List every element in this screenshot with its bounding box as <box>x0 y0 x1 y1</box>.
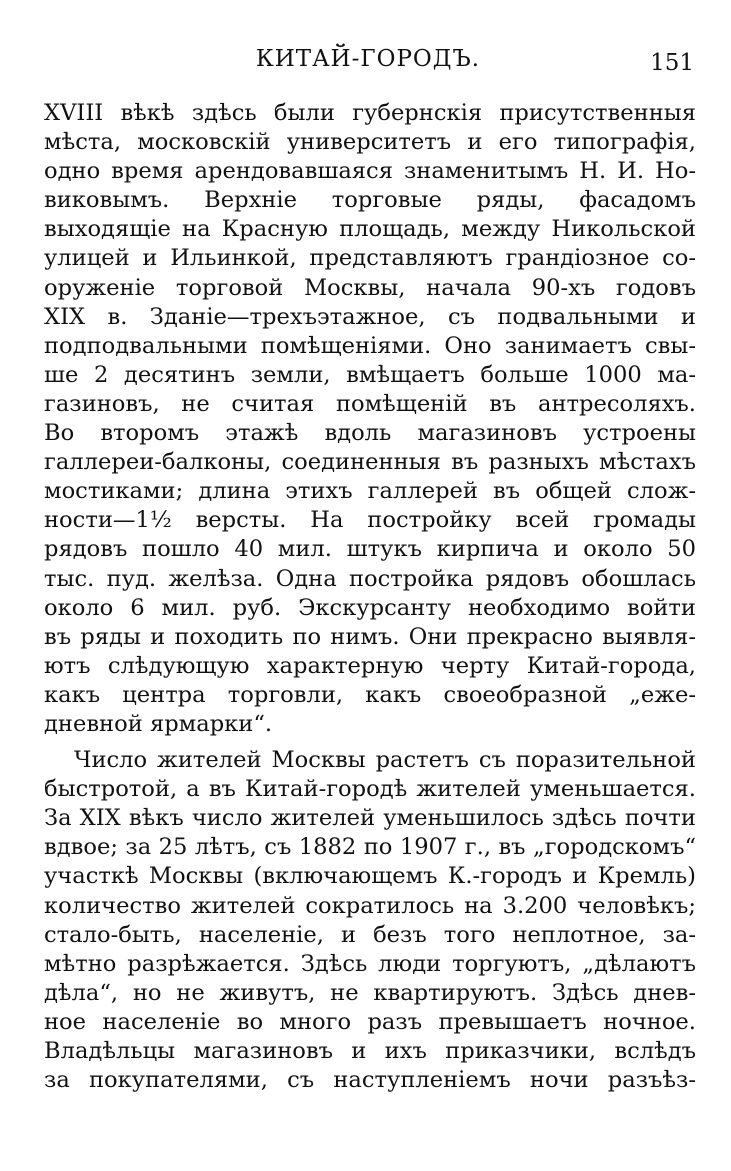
text-line: Владѣльцы магазиновъ и ихъ приказчики, вслѣдъ <box>44 1038 696 1064</box>
text-line: быстротой, а въ Китай-городѣ жителей уменьшается. <box>44 776 696 803</box>
text-line: галлереи-балконы, соединенныя въ разныхъ мѣстахъ <box>44 449 696 476</box>
text-line: ютъ слѣдующую характерную черту Китай-города, <box>44 652 696 679</box>
text-line: количество жителей сократилось на 3.200 человѣкъ; <box>44 892 696 919</box>
text-line: рядовъ пошло 40 мил. штукъ кирпича и около 50 <box>44 536 696 563</box>
text-line: ное населеніе во много разъ превышаетъ ночное. <box>44 1008 696 1035</box>
text-line: вдвое; за 25 лѣтъ, съ 1882 по 1907 г., въ „городскомъ“ <box>44 834 696 861</box>
text-line: стало-быть, населеніе, и безъ того неплотное, за- <box>44 921 696 948</box>
text-line: выходящіе на Красную площадь, между Никольской <box>44 216 696 243</box>
text-line: дѣла“, но не живутъ, не квартируютъ. Здѣсь днев- <box>44 979 696 1006</box>
running-title: КИТАЙ-ГОРОДЪ. <box>255 46 481 72</box>
text-line: участкѣ Москвы (включающемъ К.-городъ и Кремль) <box>44 863 696 890</box>
text-line: около 6 мил. руб. Экскурсанту необходимо войти <box>44 594 696 621</box>
page-number: 151 <box>650 50 694 76</box>
text-line: XIX в. Зданіе—трехъэтажное, съ подвальными и <box>44 303 696 330</box>
paragraph-2 <box>44 746 696 1095</box>
text-line: за покупателями, съ наступленіемъ ночи разъѣз- <box>44 1067 696 1094</box>
paragraph-1 <box>44 99 696 739</box>
text-line: тыс. пуд. желѣза. Одна постройка рядовъ обошлась <box>44 565 696 592</box>
text-line: ше 2 десятинъ земли, вмѣщаетъ больше 1000 ма- <box>44 361 696 388</box>
text-line: виковымъ. Верхніе торговые ряды, фасадомъ <box>44 187 696 214</box>
text-line: Число жителей Москвы растетъ съ поразительной <box>74 747 696 774</box>
text-line: За XIX вѣкъ число жителей уменьшилось здѣсь почти <box>44 805 696 832</box>
body-text <box>44 99 696 1095</box>
text-line: въ ряды и походить по нимъ. Они прекрасно выявля- <box>44 623 696 650</box>
text-line: газиновъ, не считая помѣщеній въ антресоляхъ. <box>44 390 696 417</box>
text-line: мѣста, московскій университетъ и его типографія, <box>44 129 696 156</box>
text-line: дневной ярмарки“. <box>44 710 273 737</box>
text-line: какъ центра торговли, какъ своеобразной „еже- <box>44 681 696 708</box>
paragraph-gap <box>44 739 696 746</box>
text-line: мѣтно разрѣжается. Здѣсь люди торгуютъ, „дѣлаютъ <box>44 950 696 977</box>
text-line: мостиками; длина этихъ галлерей въ общей слож- <box>44 478 696 505</box>
text-line: одно время арендовавшаяся знаменитымъ Н. И. Но- <box>44 158 696 185</box>
text-line: XVIII вѣкѣ здѣсь были губернскія присутственныя <box>44 100 696 126</box>
text-line: оруженіе торговой Москвы, начала 90-хъ годовъ <box>44 274 696 301</box>
text-line: улицей и Ильинкой, представляютъ грандіозное со- <box>44 245 696 272</box>
text-line: подподвальными помѣщеніями. Оно занимаетъ свы- <box>44 332 696 359</box>
text-line: ности—1½ версты. На постройку всей громады <box>44 507 696 534</box>
text-line: Во второмъ этажѣ вдоль магазиновъ устроены <box>44 420 696 447</box>
running-head <box>40 44 696 80</box>
